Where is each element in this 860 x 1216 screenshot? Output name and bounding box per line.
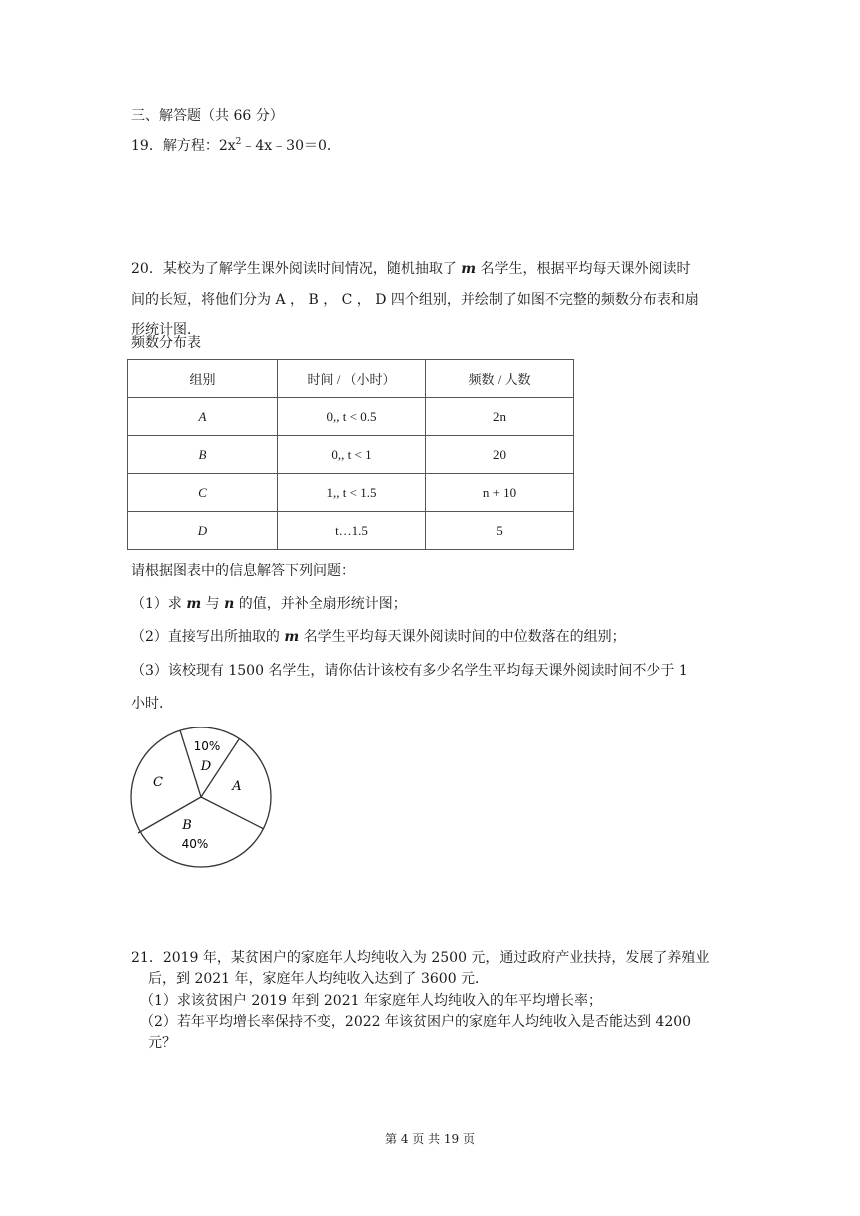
q20-sub-1-a: （1）求	[131, 596, 187, 612]
q20-sub-1-c: 的值，并补全扇形统计图；	[234, 596, 407, 612]
pie-divider-a-b	[201, 797, 264, 829]
q20-sub-1-b: 与	[201, 596, 225, 612]
q20-sub-1-n: n	[224, 596, 235, 612]
table-cell: 2n	[426, 398, 574, 436]
q19-math-b: ﹣4x﹣30＝0．	[241, 138, 341, 154]
table-cell: n + 10	[426, 474, 574, 512]
table-cell: 0,, t < 1	[278, 436, 426, 474]
question-19	[131, 136, 341, 156]
pie-label-c: C	[153, 775, 163, 790]
frequency-table	[127, 359, 574, 550]
q20-sub-1-m: m	[186, 596, 202, 612]
table-row	[128, 474, 574, 512]
section-title: 三、解答题（共 66 分）	[131, 108, 284, 124]
table-cell: D	[128, 512, 278, 550]
q20-sub-3-line-2: 小时．	[131, 696, 173, 712]
q19-math-a: 2x	[218, 138, 236, 154]
table-cell: 0,, t < 0.5	[278, 398, 426, 436]
table-row	[128, 436, 574, 474]
q20-line-1-b: 名学生，根据平均每天课外阅读时	[476, 261, 691, 277]
table-cell: B	[128, 436, 278, 474]
q19-number: 19．	[131, 138, 163, 154]
table-header-row	[128, 360, 574, 398]
table-cell: 1,, t < 1.5	[278, 474, 426, 512]
q20-line-2: 间的长短，将他们分为 A ， B ， C ， D 四个组别，并绘制了如图不完整的频数分布表和扇	[131, 292, 699, 308]
q21-line-2: 后，到 2021 年，家庭年人均纯收入达到了 3600 元．	[148, 971, 490, 987]
table-cell: 5	[426, 512, 574, 550]
pie-label-b-percent: 40%	[181, 837, 209, 851]
table-cell: 20	[426, 436, 574, 474]
q20-sub-1	[131, 594, 407, 614]
table-cell: A	[128, 398, 278, 436]
q20-prompt: 请根据图表中的信息解答下列问题：	[131, 563, 355, 579]
table-cell: t…1.5	[278, 512, 426, 550]
q20-sub-3-line-1: （3）该校现有 1500 名学生，请你估计该校有多少名学生平均每天课外阅读时间不少于 1	[131, 663, 688, 679]
table-row	[128, 398, 574, 436]
q20-line-3: 形统计图．	[131, 322, 201, 338]
table-header: 频数 / 人数	[426, 360, 574, 398]
pie-chart	[127, 727, 277, 877]
table-row	[128, 512, 574, 550]
q20-sub-2-m: m	[284, 629, 300, 645]
q20-sub-2-b: 名学生平均每天课外阅读时间的中位数落在的组别；	[299, 629, 626, 645]
q21-line-3: （1）求该贫困户 2019 年到 2021 年家庭年人均纯收入的年平均增长率；	[140, 993, 602, 1009]
pie-label-d-percent: 10%	[193, 739, 221, 753]
q21-line-5: 元？	[148, 1035, 176, 1051]
q21-line-1: 21．2019 年，某贫困户的家庭年人均纯收入为 2500 元，通过政府产业扶持，发展了养殖业	[131, 950, 710, 966]
q19-text: 解方程：	[162, 138, 219, 154]
table-header: 组别	[128, 360, 278, 398]
pie-label-d: D	[200, 759, 212, 774]
q21-line-4: （2）若年平均增长率保持不变，2022 年该贫困户的家庭年人均纯收入是否能达到 4200	[140, 1014, 692, 1030]
q19-exponent: 2	[235, 137, 242, 147]
q20-line-1	[131, 259, 691, 279]
pie-label-a: A	[232, 779, 242, 794]
q20-sub-2-a: （2）直接写出所抽取的	[131, 629, 285, 645]
pie-label-b: B	[182, 818, 192, 833]
q20-line-1-a: 20．某校为了解学生课外阅读时间情况，随机抽取了	[131, 261, 462, 277]
table-header: 时间 / （小时）	[278, 360, 426, 398]
q20-sub-2	[131, 627, 626, 647]
page-footer: 第 4 页 共 19 页	[385, 1132, 475, 1146]
table-cell: C	[128, 474, 278, 512]
table-caption: 频数分布表	[131, 335, 201, 351]
q20-var-m: m	[461, 261, 477, 277]
